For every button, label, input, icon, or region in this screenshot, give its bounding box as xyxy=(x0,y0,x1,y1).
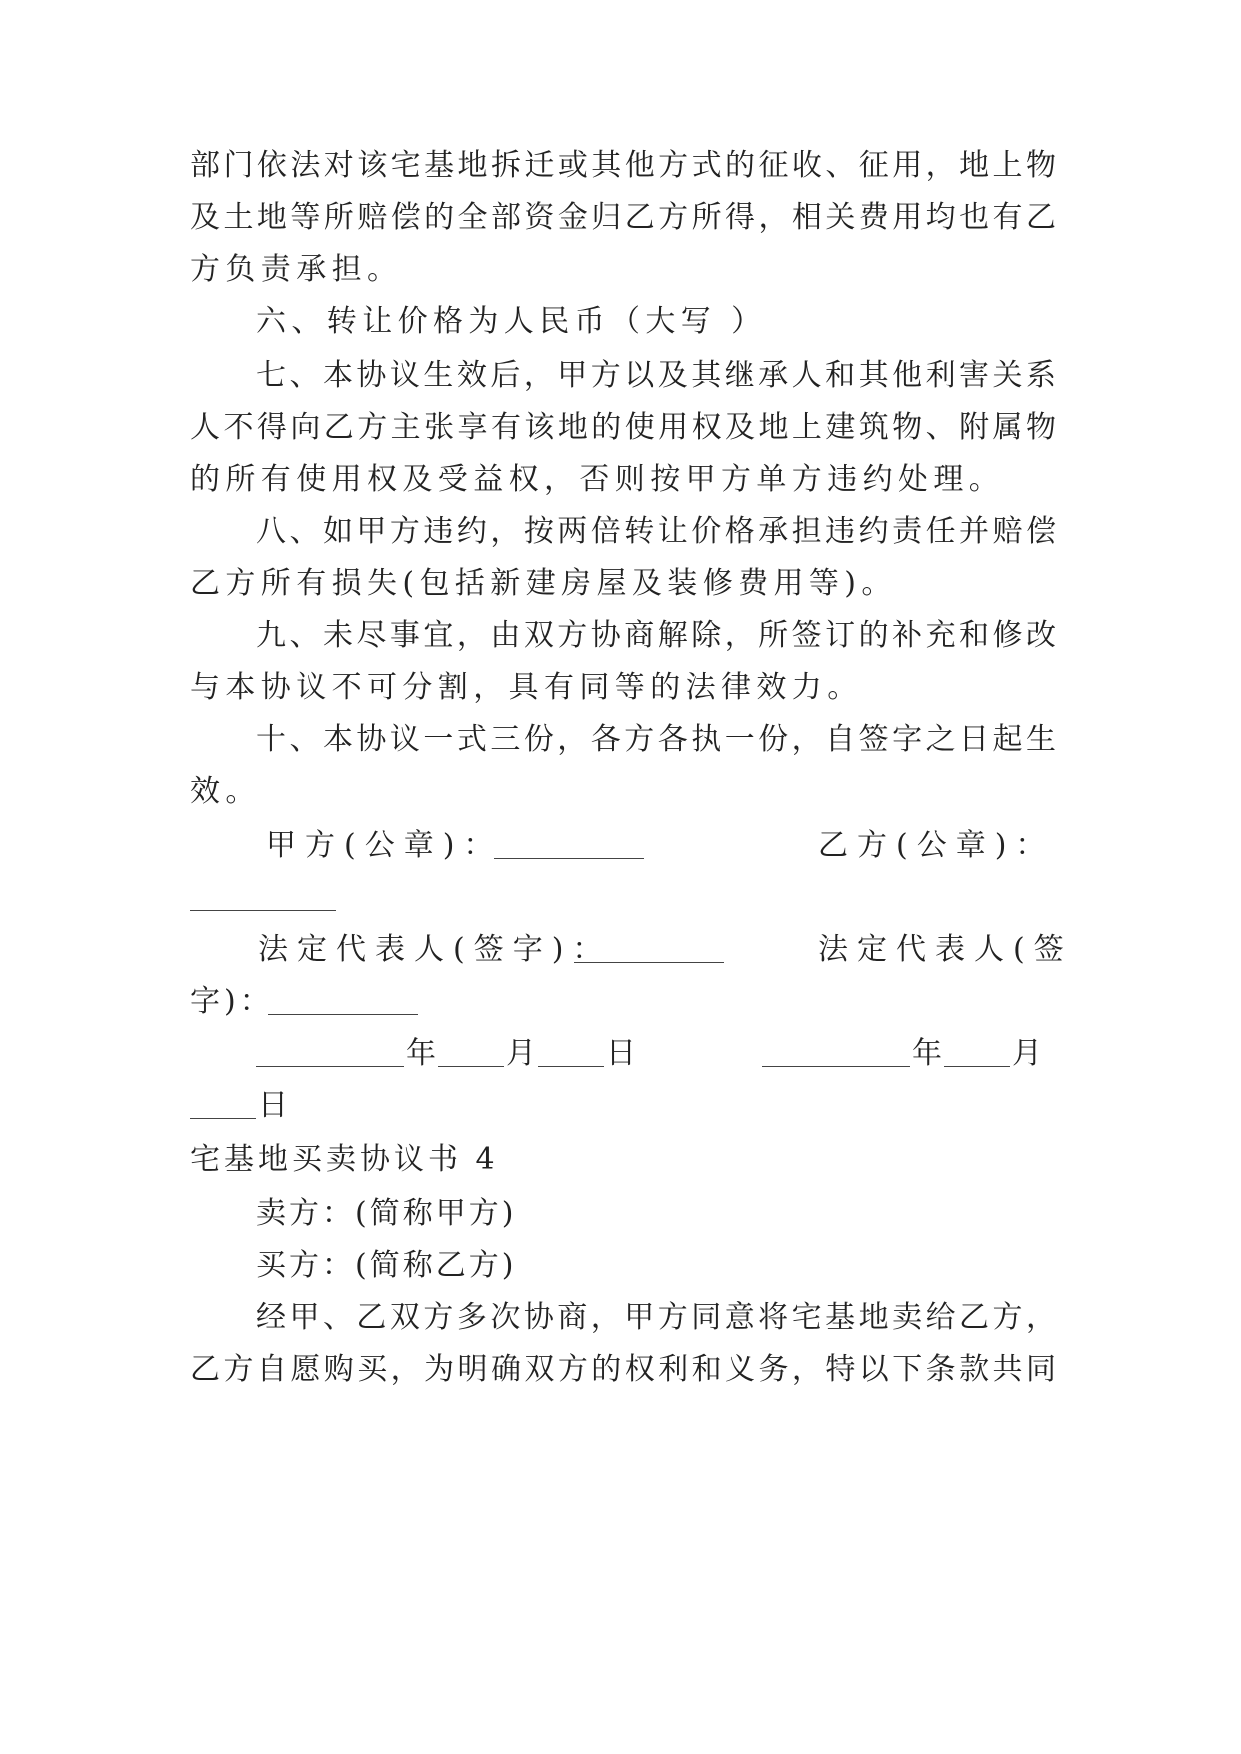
seller-line: 卖方：(简称甲方) xyxy=(256,1196,517,1231)
section-title: 宅基地买卖协议书 4 xyxy=(190,1142,499,1177)
intro-line: 乙方自愿购买，为明确双方的权利和义务，特以下条款共同 xyxy=(190,1352,1056,1387)
clause-9-line: 与本协议不可分割，具有同等的法律效力。 xyxy=(190,670,863,705)
clause-6: 六、转让价格为人民币（大写 ） xyxy=(256,304,767,339)
date-a-month-blank[interactable] xyxy=(438,1034,504,1067)
clause-7-line: 的所有使用权及受益权，否则按甲方单方违约处理。 xyxy=(190,462,1005,497)
paragraph-line: 方负责承担。 xyxy=(190,252,403,287)
party-a-rep-blank[interactable] xyxy=(574,930,724,963)
party-b-seal-blank[interactable] xyxy=(190,878,336,911)
party-a-rep-label: 法定代表人(签字)： xyxy=(258,932,612,967)
clause-7-line: 七、本协议生效后，甲方以及其继承人和其他利害关系 xyxy=(256,358,1056,393)
party-a-seal-blank[interactable] xyxy=(494,826,644,859)
paragraph-line: 部门依法对该宅基地拆迁或其他方式的征收、征用，地上物 xyxy=(190,148,1056,183)
date-a-day-blank[interactable] xyxy=(538,1034,604,1067)
clause-10-line: 效。 xyxy=(190,774,261,809)
date-b-day-blank[interactable] xyxy=(190,1086,256,1119)
date-a-year-blank[interactable] xyxy=(256,1034,404,1067)
date-a-year-label: 年 xyxy=(406,1036,445,1071)
date-b-year-blank[interactable] xyxy=(762,1034,910,1067)
clause-8-line: 乙方所有损失(包括新建房屋及装修费用等)。 xyxy=(190,566,897,601)
date-b-day-label: 日 xyxy=(258,1088,297,1123)
clause-9-line: 九、未尽事宜，由双方协商解除，所签订的补充和修改 xyxy=(256,618,1056,653)
date-a-month-label: 月 xyxy=(506,1036,545,1071)
date-b-month-blank[interactable] xyxy=(944,1034,1010,1067)
date-a-day-label: 日 xyxy=(606,1036,645,1071)
date-b-year-label: 年 xyxy=(912,1036,951,1071)
clause-10-line: 十、本协议一式三份，各方各执一份，自签字之日起生 xyxy=(256,722,1056,757)
buyer-line: 买方：(简称乙方) xyxy=(256,1248,517,1283)
paragraph-line: 及土地等所赔偿的全部资金归乙方所得，相关费用均也有乙 xyxy=(190,200,1056,235)
party-b-rep-label: 法定代表人(签 xyxy=(818,932,1073,967)
clause-7-line: 人不得向乙方主张享有该地的使用权及地上建筑物、附属物 xyxy=(190,410,1056,445)
intro-line: 经甲、乙双方多次协商，甲方同意将宅基地卖给乙方， xyxy=(256,1300,1056,1335)
clause-8-line: 八、如甲方违约，按两倍转让价格承担违约责任并赔偿 xyxy=(256,514,1056,549)
party-a-seal-label: 甲方(公章)： xyxy=(266,828,503,863)
party-b-rep-label-cont: 字)： xyxy=(190,984,274,1019)
date-b-month-label: 月 xyxy=(1012,1036,1051,1071)
party-b-seal-label: 乙方(公章)： xyxy=(818,828,1055,863)
party-b-rep-blank[interactable] xyxy=(268,982,418,1015)
